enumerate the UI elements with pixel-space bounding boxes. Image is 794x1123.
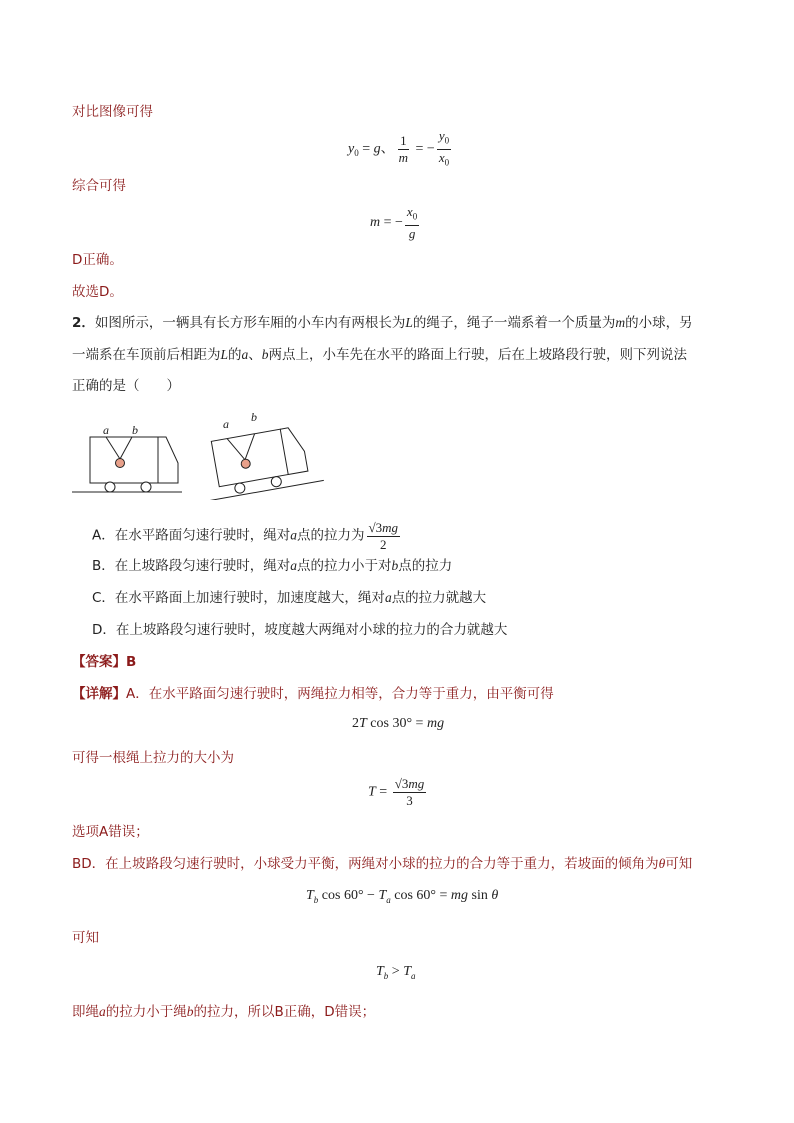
- question-2-line-2: 一端系在车顶前后相距为L的a、b两点上，小车先在水平的路面上行驶，后在上坡路段行驶，则下列说法: [72, 347, 688, 363]
- known-text: 可知: [72, 930, 99, 946]
- flat-label-b: b: [132, 423, 138, 437]
- question-2-line-3: 正确的是（ ）: [72, 378, 180, 394]
- incline-label-b: b: [251, 410, 257, 424]
- compare-text: 对比图像可得: [72, 104, 153, 120]
- flat-cart: [72, 437, 182, 492]
- rope-text: 可得一根绳上拉力的大小为: [72, 750, 234, 766]
- formula-tb-gt-ta: $T_b > T_a$: [376, 964, 416, 981]
- option-a: A．在水平路面匀速行驶时，绳对a点的拉力为 $\frac{√3mg}{2}$: [92, 520, 399, 552]
- detail-a: 【详解】A．在水平路面匀速行驶时，两绳拉力相等，合力等于重力，由平衡可得: [72, 686, 554, 702]
- question-2-line-1: 2．如图所示，一辆具有长方形车厢的小车内有两根长为L的绳子，绳子一端系着一个质量为m的小球，另: [72, 315, 693, 331]
- combine-text: 综合可得: [72, 178, 126, 194]
- option-b: B．在上坡路段匀速行驶时，绳对a点的拉力小于对b点的拉力: [92, 558, 453, 574]
- answer-line: 【答案】B: [72, 654, 137, 670]
- option-c: C．在水平路面上加速行驶时，加速度越大，绳对a点的拉力就越大: [92, 590, 487, 606]
- a-wrong: 选项A错误；: [72, 824, 149, 840]
- inclined-cart: [194, 423, 324, 500]
- choose-d: 故选D。: [72, 284, 123, 300]
- d-correct: D正确。: [72, 252, 123, 268]
- flat-label-a: a: [103, 423, 109, 437]
- formula-tb-ta: $T_b$ $\cos 60^\circ - T_a$ cos 60° = mg sin θ: [306, 888, 499, 905]
- incline-label-a: a: [223, 417, 229, 431]
- bd-text: BD．在上坡路段匀速行驶时，小球受力平衡，两绳对小球的拉力的合力等于重力，若坡面的倾角为θ可知: [72, 856, 693, 872]
- formula-m: m = − $\frac{x_0}{g}$: [370, 204, 418, 241]
- option-d: D．在上坡路段匀速行驶时，坡度越大两绳对小球的拉力的合力就越大: [92, 622, 508, 638]
- formula-2tcos: 2T cos 30° = mg: [352, 716, 445, 731]
- cart-figure: [70, 405, 330, 500]
- formula-y0: $y_0 = g$、 $\frac{1}{m}$ = − $\frac{y_0}{x_0}$: [348, 128, 450, 168]
- formula-t: T = $\frac{√3mg}{3}$: [368, 776, 425, 808]
- final-line: 即绳a的拉力小于绳b的拉力，所以B正确，D错误；: [72, 1004, 376, 1020]
